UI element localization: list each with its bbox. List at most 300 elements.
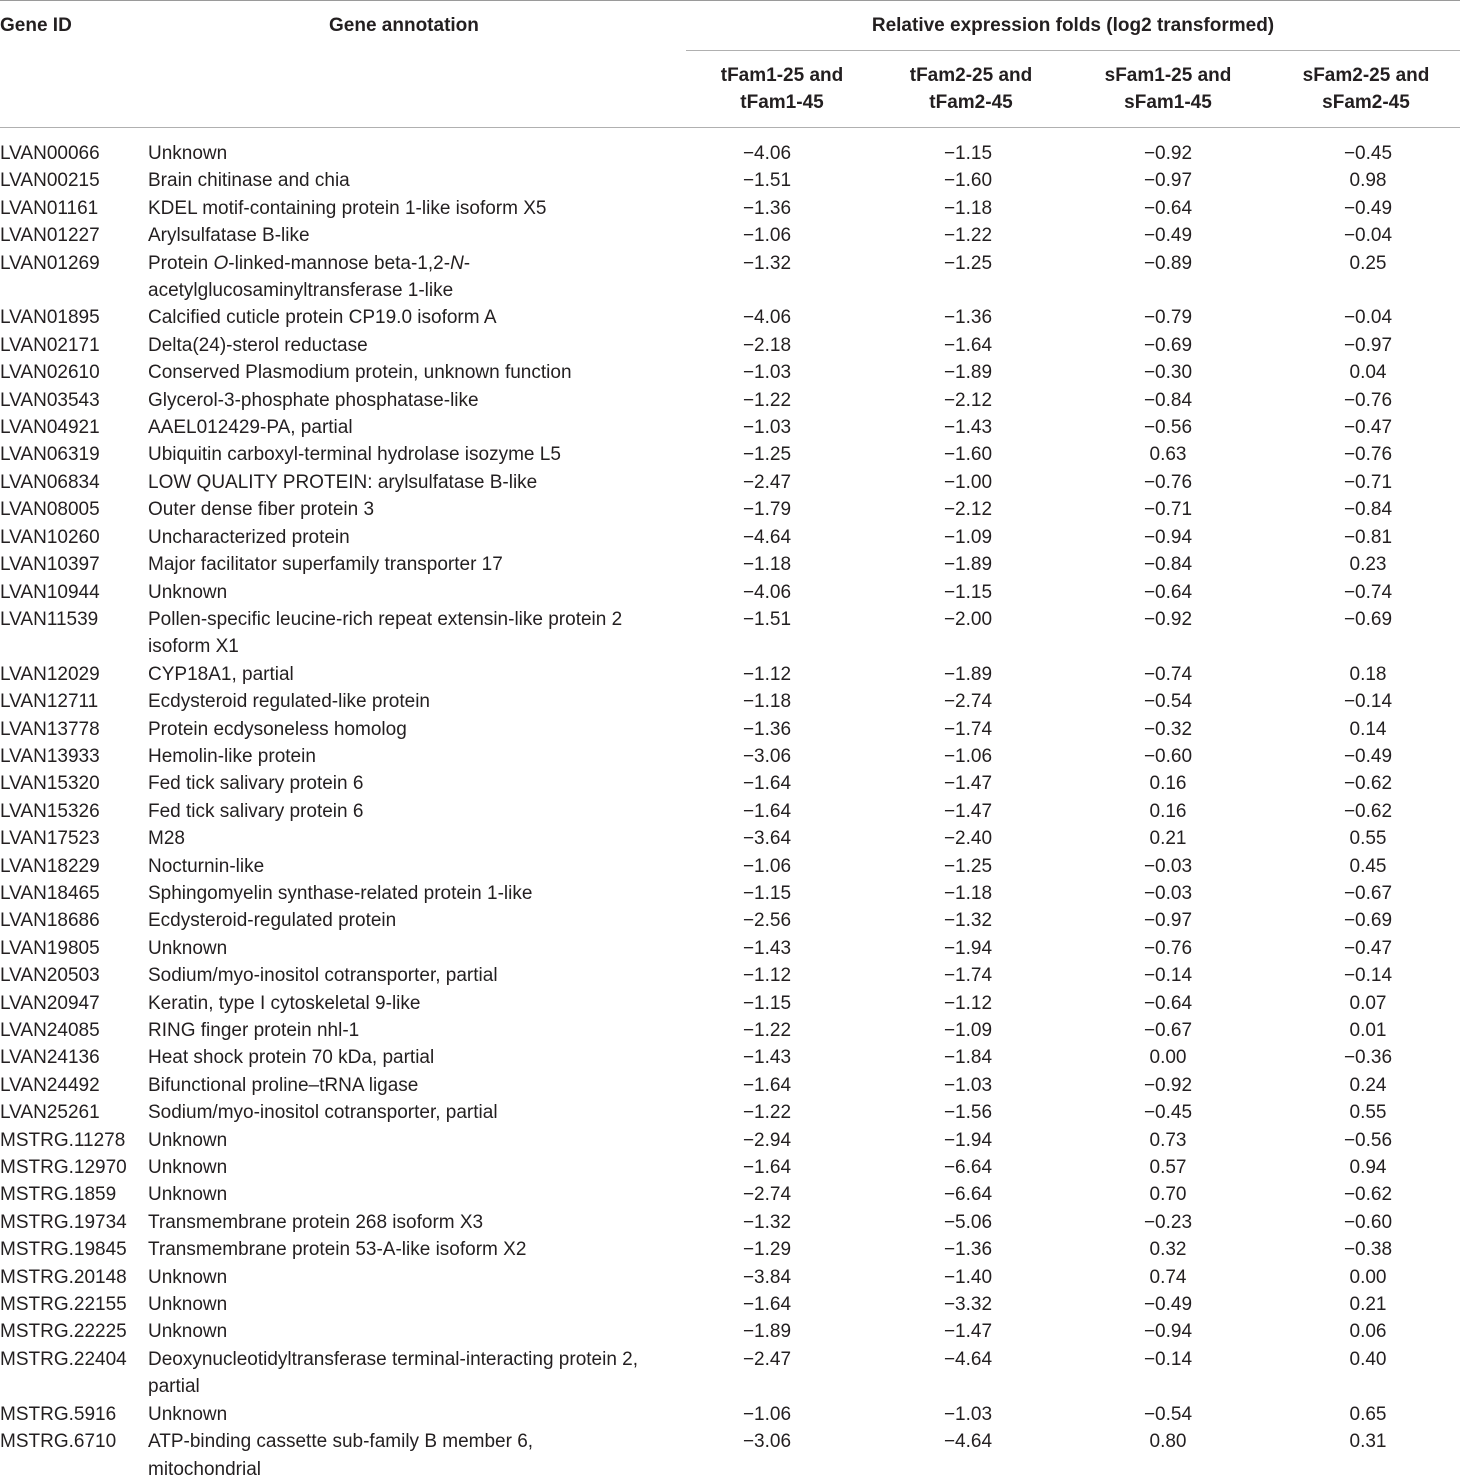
gene-id-cell: LVAN10260 [0,526,100,548]
expression-fold-cell: −2.56 [742,910,792,932]
gene-id-cell: LVAN01161 [0,197,99,219]
gene-annotation-cell: Sodium/myo-inositol cotransporter, partial [148,965,498,987]
gene-id-cell: LVAN24136 [0,1047,100,1069]
expression-fold-cell: −1.94 [943,1129,993,1151]
table-row [0,304,1460,331]
expression-fold-cell: −1.29 [742,1239,792,1261]
expression-fold-cell: −4.64 [742,526,792,548]
table-row [0,195,1460,222]
annotation-fragment: -acetylglucosaminyltransferase 1-like [148,252,471,302]
expression-fold-cell: −4.64 [943,1348,993,1370]
table-row [0,140,1460,167]
gene-id-cell: MSTRG.19845 [0,1239,127,1261]
gene-annotation-cell: Unknown [148,1157,228,1179]
expression-fold-cell: −0.04 [1343,225,1393,247]
expression-fold-cell: 0.01 [1349,1020,1387,1041]
gene-annotation-cell: Calcified cuticle protein CP19.0 isoform A [148,307,497,329]
table-row [0,1236,1460,1263]
expression-fold-cell: −0.56 [1343,1129,1393,1151]
expression-fold-cell: −1.84 [943,1047,993,1069]
table-row [0,414,1460,441]
expression-fold-cell: −0.49 [1343,745,1393,767]
gene-id-cell: MSTRG.19734 [0,1211,127,1233]
expression-fold-cell: −1.18 [742,691,792,713]
expression-fold-cell: −0.67 [1343,882,1393,904]
expression-fold-cell: 0.70 [1149,1184,1187,1206]
gene-annotation-cell: Unknown [148,1294,228,1316]
table-row [0,688,1460,715]
annotation-fragment: O [213,252,229,274]
table-row [0,579,1460,606]
annotation-fragment: -linked-mannose beta-1,2- [228,252,451,274]
gene-annotation-cell: Protein ecdysoneless homolog [148,718,407,740]
expression-fold-cell: 0.55 [1349,1102,1387,1124]
gene-id-cell: LVAN19805 [0,937,100,959]
expression-fold-cell: −0.03 [1143,882,1193,904]
table-row [0,853,1460,880]
expression-fold-cell: −0.81 [1343,526,1393,548]
expression-fold-cell: −0.92 [1143,1074,1193,1096]
expression-fold-cell: 0.21 [1349,1294,1387,1316]
expression-fold-cell: −1.18 [943,882,993,904]
gene-annotation-cell: Sodium/myo-inositol cotransporter, partial [148,1102,498,1124]
expression-fold-cell: −1.22 [742,1020,792,1041]
expression-fold-cell: 0.14 [1349,718,1387,740]
expression-fold-cell: −0.62 [1343,800,1393,822]
gene-annotation-cell: Unknown [148,581,228,603]
gene-id-cell: LVAN18465 [0,882,100,904]
gene-annotation-cell: KDEL motif-containing protein 1-like isoform X5 [148,197,547,219]
gene-annotation-cell: Deoxynucleotidyltransferase terminal-interacting protein 2, partial [148,1348,639,1398]
expression-fold-cell: −1.18 [943,197,993,219]
expression-fold-cell: −0.14 [1143,965,1193,987]
table-top-rule [0,0,1460,1]
expression-fold-cell: −0.23 [1143,1211,1193,1233]
gene-annotation-cell: Major facilitator superfamily transporter 17 [148,554,503,576]
gene-annotation-cell: Fed tick salivary protein 6 [148,800,364,822]
gene-id-cell: MSTRG.22404 [0,1348,127,1370]
header-expression-span: Relative expression folds (log2 transformed) [871,15,1275,36]
expression-fold-cell: −0.60 [1143,745,1193,767]
table-row [0,387,1460,414]
expression-fold-cell: −0.64 [1143,197,1193,219]
table-row [0,1072,1460,1099]
gene-id-cell: LVAN10397 [0,554,100,576]
expression-fold-cell: 0.73 [1149,1129,1187,1151]
expression-fold-cell: −4.64 [943,1431,993,1453]
expression-fold-cell: −0.76 [1143,937,1193,959]
expression-fold-cell: −0.84 [1143,389,1193,411]
expression-fold-cell: −2.40 [943,828,993,850]
gene-annotation-cell: Unknown [148,143,228,164]
expression-fold-cell: −0.94 [1143,526,1193,548]
gene-annotation-cell: Pollen-specific leucine-rich repeat extensin-like protein 2 isoform X1 [148,608,623,658]
expression-fold-cell: −1.22 [742,389,792,411]
table-row [0,441,1460,468]
expression-fold-cell: −0.74 [1143,663,1193,685]
expression-fold-cell: −1.15 [943,581,993,603]
gene-annotation-cell: Transmembrane protein 268 isoform X3 [148,1211,484,1233]
gene-annotation-cell: LOW QUALITY PROTEIN: arylsulfatase B-like [148,471,538,493]
gene-id-cell: LVAN01895 [0,307,100,329]
gene-annotation-cell: Ecdysteroid-regulated protein [148,910,397,932]
expression-fold-cell: −1.25 [742,444,792,466]
expression-fold-cell: −1.06 [742,1403,792,1425]
table-row [0,222,1460,249]
gene-annotation-cell: CYP18A1, partial [148,663,294,685]
expression-fold-cell: −1.89 [943,362,993,384]
gene-annotation-cell: Glycerol-3-phosphate phosphatase-like [148,389,479,411]
table-row [0,743,1460,770]
table-row [0,907,1460,934]
expression-fold-cell: −0.92 [1143,608,1193,630]
expression-fold-cell: −2.94 [742,1129,792,1151]
expression-fold-cell: −1.64 [943,334,993,356]
expression-fold-cell: −1.25 [943,855,993,877]
expression-fold-cell: −1.32 [742,1211,792,1233]
expression-fold-cell: −1.09 [943,526,993,548]
expression-fold-cell: −0.74 [1343,581,1393,603]
expression-fold-cell: −4.06 [742,307,792,329]
expression-fold-cell: −0.45 [1343,143,1393,164]
expression-fold-cell: −2.47 [742,1348,792,1370]
table-row [0,1264,1460,1291]
expression-fold-cell: −0.76 [1343,389,1393,411]
header-col-tfam2: tFam2-25 and tFam2-45 [909,65,1033,113]
expression-fold-cell: −4.06 [742,581,792,603]
table-row [0,1346,1460,1401]
expression-fold-cell: −1.43 [943,417,993,439]
gene-annotation-cell: Heat shock protein 70 kDa, partial [148,1047,435,1069]
gene-annotation-cell: Nocturnin-like [148,855,265,877]
expression-fold-cell: −1.74 [943,718,993,740]
gene-id-cell: LVAN02171 [0,334,100,356]
expression-fold-cell: −1.06 [742,855,792,877]
gene-id-cell: MSTRG.12970 [0,1157,127,1179]
gene-annotation-cell: M28 [148,828,185,850]
expression-fold-cell: 0.40 [1349,1348,1387,1370]
expression-fold-cell: −1.43 [742,1047,792,1069]
expression-fold-cell: −2.18 [742,334,792,356]
expression-fold-cell: −1.06 [742,225,792,247]
expression-fold-cell: −3.06 [742,1431,792,1453]
expression-fold-cell: −0.69 [1343,608,1393,630]
gene-id-cell: LVAN06834 [0,471,100,493]
gene-id-cell: LVAN02610 [0,362,100,384]
gene-id-cell: MSTRG.22225 [0,1321,127,1343]
gene-id-cell: MSTRG.22155 [0,1294,127,1316]
table-row [0,332,1460,359]
gene-id-cell: LVAN04921 [0,417,100,439]
gene-id-cell: LVAN20947 [0,992,100,1014]
gene-id-cell: MSTRG.6710 [0,1431,117,1453]
gene-id-cell: MSTRG.11278 [0,1129,126,1151]
expression-fold-cell: −6.64 [943,1184,993,1206]
header-col-sfam1: sFam1-25 and sFam1-45 [1104,65,1232,113]
expression-fold-cell: −0.30 [1143,362,1193,384]
expression-fold-cell: −1.15 [943,143,993,164]
expression-fold-cell: −2.12 [943,389,993,411]
expression-fold-cell: 0.55 [1349,828,1387,850]
expression-fold-cell: −3.32 [943,1294,993,1316]
expression-fold-cell: −0.92 [1143,143,1193,164]
expression-fold-cell: −1.47 [943,1321,993,1343]
gene-annotation-cell: RING finger protein nhl-1 [148,1020,360,1041]
expression-fold-cell: −0.60 [1343,1211,1393,1233]
gene-annotation-cell: Unknown [148,1266,228,1288]
expression-fold-cell: −1.36 [742,718,792,740]
expression-fold-cell: 0.63 [1149,444,1187,466]
gene-id-cell: LVAN01269 [0,252,100,274]
expression-fold-cell: −0.47 [1343,417,1393,439]
expression-fold-cell: 0.16 [1149,773,1187,795]
table-row [0,798,1460,825]
gene-id-cell: LVAN12029 [0,663,100,685]
gene-id-cell: LVAN11539 [0,608,99,630]
expression-fold-cell: −0.54 [1143,691,1193,713]
table-row [0,962,1460,989]
expression-fold-cell: −1.79 [742,499,792,521]
expression-fold-cell: −3.64 [742,828,792,850]
expression-fold-cell: −1.22 [742,1102,792,1124]
gene-id-cell: LVAN03543 [0,389,100,411]
expression-fold-cell: −0.76 [1143,471,1193,493]
gene-annotation-cell: Outer dense fiber protein 3 [148,499,375,521]
expression-fold-cell: 0.23 [1349,554,1387,576]
expression-fold-cell: 0.94 [1349,1157,1387,1179]
expression-fold-cell: −2.74 [742,1184,792,1206]
expression-fold-cell: −5.06 [943,1211,993,1233]
expression-fold-cell: −1.64 [742,1294,792,1316]
expression-fold-cell: −1.36 [943,307,993,329]
expression-fold-cell: −1.15 [742,992,792,1014]
expression-fold-cell: −3.84 [742,1266,792,1288]
table-row [0,606,1460,661]
expression-fold-cell: −0.84 [1343,499,1393,521]
table-row [0,990,1460,1017]
gene-id-cell: LVAN12711 [0,691,99,713]
expression-fold-cell: −0.14 [1343,691,1393,713]
table-row [0,825,1460,852]
gene-annotation-cell: Brain chitinase and chia [148,170,350,192]
expression-fold-cell: −0.32 [1143,718,1193,740]
expression-fold-cell: −1.32 [943,910,993,932]
expression-fold-cell: −1.89 [943,554,993,576]
expression-fold-cell: −2.12 [943,499,993,521]
gene-annotation-cell: AAEL012429-PA, partial [148,417,353,439]
gene-id-cell: LVAN24085 [0,1020,100,1041]
expression-fold-cell: −0.62 [1343,773,1393,795]
expression-fold-cell: −1.09 [943,1020,993,1041]
gene-annotation-cell: Bifunctional proline–tRNA ligase [148,1074,419,1096]
table-row [0,469,1460,496]
header-gene-id: Gene ID [0,15,72,36]
expression-fold-cell: −0.69 [1343,910,1393,932]
gene-id-cell: LVAN13933 [0,745,100,767]
gene-id-cell: LVAN15326 [0,800,100,822]
expression-fold-cell: 0.21 [1149,828,1187,850]
expression-fold-cell: −0.45 [1143,1102,1193,1124]
expression-fold-cell: −1.94 [943,937,993,959]
table-row [0,1044,1460,1071]
gene-annotation-cell: Uncharacterized protein [148,526,350,548]
expression-fold-cell: 0.74 [1149,1266,1187,1288]
gene-annotation-cell: Hemolin-like protein [148,745,316,767]
table-row [0,716,1460,743]
expression-fold-cell: −1.36 [742,197,792,219]
expression-fold-cell: 0.06 [1349,1321,1387,1343]
expression-fold-cell: −0.49 [1143,1294,1193,1316]
expression-fold-cell: −1.60 [943,170,993,192]
expression-fold-cell: 0.04 [1349,362,1387,384]
gene-id-cell: LVAN15320 [0,773,100,795]
expression-fold-cell: 0.98 [1349,170,1387,192]
expression-fold-cell: −1.03 [943,1403,993,1425]
expression-fold-cell: 0.07 [1349,992,1387,1014]
gene-annotation-cell: Ecdysteroid regulated-like protein [148,691,430,713]
expression-fold-cell: −0.89 [1143,252,1193,274]
gene-id-cell: LVAN13778 [0,718,100,740]
gene-annotation-cell: Unknown [148,1184,228,1206]
gene-annotation-cell [148,250,648,305]
table-row [0,496,1460,523]
table-row [0,1154,1460,1181]
gene-id-cell: LVAN10944 [0,581,100,603]
expression-fold-cell: −1.43 [742,937,792,959]
expression-fold-cell: −0.71 [1343,471,1393,493]
table-row [0,880,1460,907]
header-gene-annotation: Gene annotation [329,15,479,36]
expression-fold-cell: −0.84 [1143,554,1193,576]
table-row [0,250,1460,305]
expression-fold-cell: −0.67 [1143,1020,1193,1041]
expression-fold-cell: −1.47 [943,800,993,822]
expression-fold-cell: 0.45 [1349,855,1387,877]
expression-fold-cell: −1.12 [742,965,792,987]
expression-fold-cell: −1.60 [943,444,993,466]
expression-fold-cell: −1.03 [742,417,792,439]
gene-annotation-cell: Transmembrane protein 53-A-like isoform X2 [148,1239,527,1261]
expression-fold-cell: −1.32 [742,252,792,274]
expression-fold-cell: −0.49 [1343,197,1393,219]
gene-annotation-cell: Unknown [148,1403,228,1425]
gene-annotation-cell: Arylsulfatase B-like [148,225,310,247]
gene-id-cell: LVAN00215 [0,170,100,192]
gene-id-cell: MSTRG.20148 [0,1266,127,1288]
expression-fold-cell: −0.47 [1343,937,1393,959]
table-row [0,770,1460,797]
expression-fold-cell: −2.00 [943,608,993,630]
gene-annotation-cell: ATP-binding cassette sub-family B member 6, mitochondrial [148,1431,534,1480]
expression-fold-cell: 0.00 [1149,1047,1187,1069]
table-row [0,1181,1460,1208]
expression-fold-cell: −0.38 [1343,1239,1393,1261]
table-row [0,524,1460,551]
expression-fold-cell: 0.31 [1349,1431,1387,1453]
table-row [0,1428,1460,1483]
header-col-tfam1: tFam1-25 and tFam1-45 [720,65,844,113]
expression-fold-cell: −2.47 [742,471,792,493]
expression-fold-cell: −1.36 [943,1239,993,1261]
expression-fold-cell: −1.12 [742,663,792,685]
expression-fold-cell: 0.24 [1349,1074,1387,1096]
expression-fold-cell: 0.57 [1149,1157,1187,1179]
expression-fold-cell: 0.32 [1149,1239,1187,1261]
gene-id-cell: LVAN20503 [0,965,100,987]
table-row [0,167,1460,194]
gene-id-cell: LVAN00066 [0,143,100,164]
expression-fold-cell: 0.80 [1149,1431,1187,1453]
expression-fold-cell: −0.69 [1143,334,1193,356]
expression-fold-cell: 0.16 [1149,800,1187,822]
table-row [0,1291,1460,1318]
expression-fold-cell: −1.89 [742,1321,792,1343]
expression-fold-cell: −0.56 [1143,417,1193,439]
expression-fold-cell: −1.22 [943,225,993,247]
header-col-sfam2: sFam2-25 and sFam2-45 [1302,65,1430,113]
expression-fold-cell: −0.04 [1343,307,1393,329]
expression-fold-cell: −0.76 [1343,444,1393,466]
expression-fold-cell: −0.64 [1143,581,1193,603]
expression-fold-cell: −3.06 [742,745,792,767]
expression-fold-cell: −1.18 [742,554,792,576]
expression-fold-cell: 0.18 [1349,663,1387,685]
table-row [0,1127,1460,1154]
expression-fold-cell: −0.64 [1143,992,1193,1014]
gene-id-cell: LVAN17523 [0,828,100,850]
expression-fold-cell: −1.64 [742,773,792,795]
gene-annotation-cell: Unknown [148,1129,228,1151]
expression-fold-cell: −1.00 [943,471,993,493]
expression-fold-cell: −0.97 [1343,334,1393,356]
expression-fold-cell: −1.12 [943,992,993,1014]
expression-fold-cell: −1.03 [943,1074,993,1096]
table-body [0,140,1460,1483]
table-row [0,1318,1460,1345]
expression-fold-cell: −1.64 [742,800,792,822]
expression-fold-cell: −1.15 [742,882,792,904]
table-row [0,1209,1460,1236]
annotation-fragment: N [450,252,464,274]
expression-fold-cell: −0.79 [1143,307,1193,329]
expression-fold-cell: −1.89 [943,663,993,685]
expression-fold-cell: −0.97 [1143,910,1193,932]
gene-annotation-cell: Unknown [148,1321,228,1343]
gene-annotation-cell: Unknown [148,937,228,959]
expression-fold-cell: −1.03 [742,362,792,384]
gene-id-cell: LVAN01227 [0,225,100,247]
table-row [0,1401,1460,1428]
expression-fold-cell: −1.51 [742,170,792,192]
expression-fold-cell: −6.64 [943,1157,993,1179]
expression-fold-cell: −1.47 [943,773,993,795]
expression-fold-cell: 0.00 [1349,1266,1387,1288]
gene-id-cell: LVAN08005 [0,499,100,521]
header-span-rule [686,50,1460,51]
expression-fold-cell: 0.25 [1349,252,1387,274]
table-row [0,1017,1460,1044]
expression-fold-cell: −1.64 [742,1157,792,1179]
expression-fold-cell: −1.40 [943,1266,993,1288]
gene-annotation-cell: Delta(24)-sterol reductase [148,334,368,356]
table-row [0,359,1460,386]
gene-annotation-cell: Keratin, type I cytoskeletal 9-like [148,992,421,1014]
expression-fold-cell: −1.06 [943,745,993,767]
gene-id-cell: LVAN18229 [0,855,100,877]
gene-id-cell: MSTRG.1859 [0,1184,117,1206]
table-row [0,661,1460,688]
annotation-fragment: Protein [148,252,214,274]
